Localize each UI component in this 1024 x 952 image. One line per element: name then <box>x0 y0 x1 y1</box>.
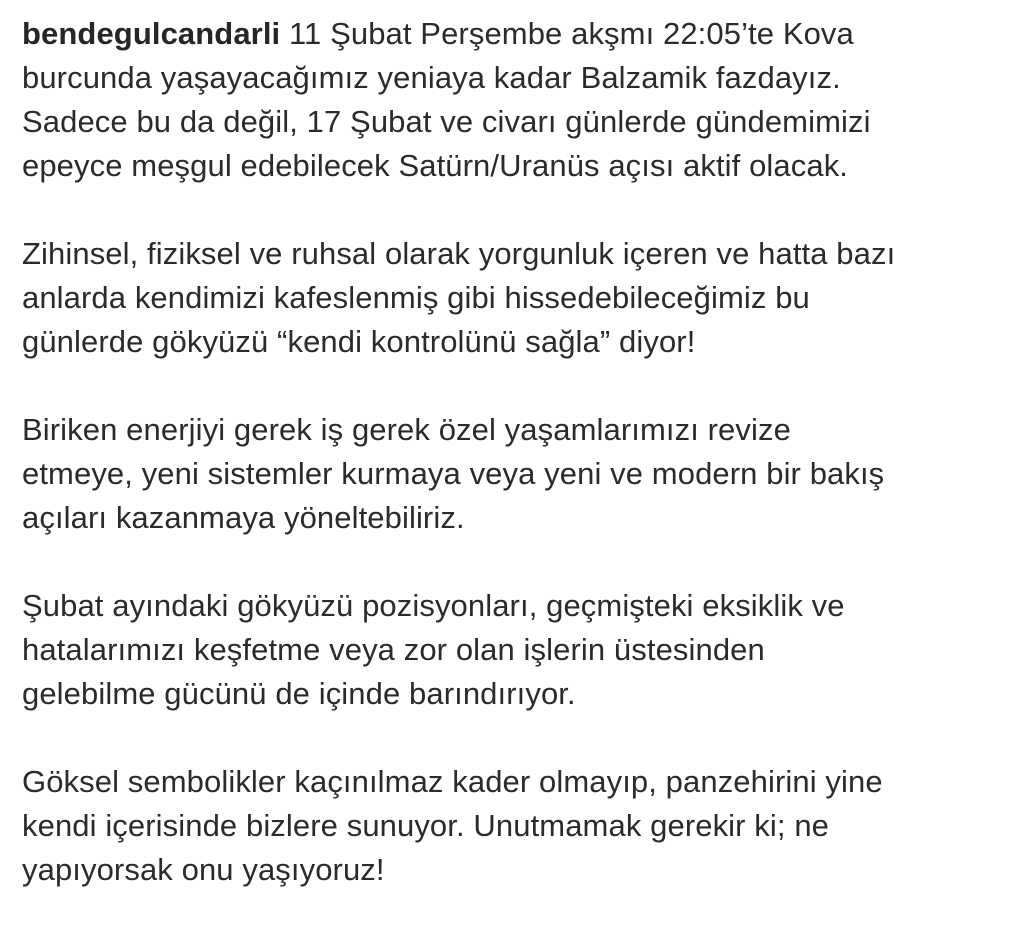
caption-paragraph-5 <box>22 760 1007 892</box>
caption-line: gelebilme gücünü de içinde barındırıyor. <box>22 676 576 711</box>
caption-line: anlarda kendimizi kafeslenmiş gibi hissedebileceğimiz bu <box>22 280 810 315</box>
caption-line: Göksel sembolikler kaçınılmaz kader olmayıp, panzehirini yine <box>22 764 883 799</box>
caption-line <box>22 12 1007 56</box>
caption-text: 11 Şubat Perşembe akşmı 22:05’te Kova <box>288 16 854 51</box>
caption-line: yapıyorsak onu yaşıyoruz! <box>22 852 385 887</box>
username-link[interactable]: bendegulcandarli <box>22 16 281 51</box>
caption-paragraph-4 <box>22 584 1007 716</box>
caption-line: açıları kazanmaya yöneltebiliriz. <box>22 500 465 535</box>
post-caption <box>22 12 1007 892</box>
caption-line: günlerde gökyüzü “kendi kontrolünü sağla” diyor! <box>22 324 696 359</box>
caption-paragraph-1 <box>22 12 1007 188</box>
caption-line: Biriken enerjiyi gerek iş gerek özel yaşamlarımızı revize <box>22 412 791 447</box>
caption-paragraph-2 <box>22 232 1007 364</box>
caption-line: hatalarımızı keşfetme veya zor olan işlerin üstesinden <box>22 632 765 667</box>
caption-line: kendi içerisinde bizlere sunuyor. Unutmamak gerekir ki; ne <box>22 808 830 843</box>
caption-line: burcunda yaşayacağımız yeniaya kadar Balzamik fazdayız. <box>22 60 841 95</box>
caption-paragraph-3 <box>22 408 1007 540</box>
caption-line: Zihinsel, fiziksel ve ruhsal olarak yorgunluk içeren ve hatta bazı <box>22 236 896 271</box>
caption-line: etmeye, yeni sistemler kurmaya veya yeni ve modern bir bakış <box>22 456 885 491</box>
caption-line: Sadece bu da değil, 17 Şubat ve civarı günlerde gündemimizi <box>22 104 871 139</box>
caption-line: Şubat ayındaki gökyüzü pozisyonları, geçmişteki eksiklik ve <box>22 588 845 623</box>
caption-line: epeyce meşgul edebilecek Satürn/Uranüs açısı aktif olacak. <box>22 148 849 183</box>
